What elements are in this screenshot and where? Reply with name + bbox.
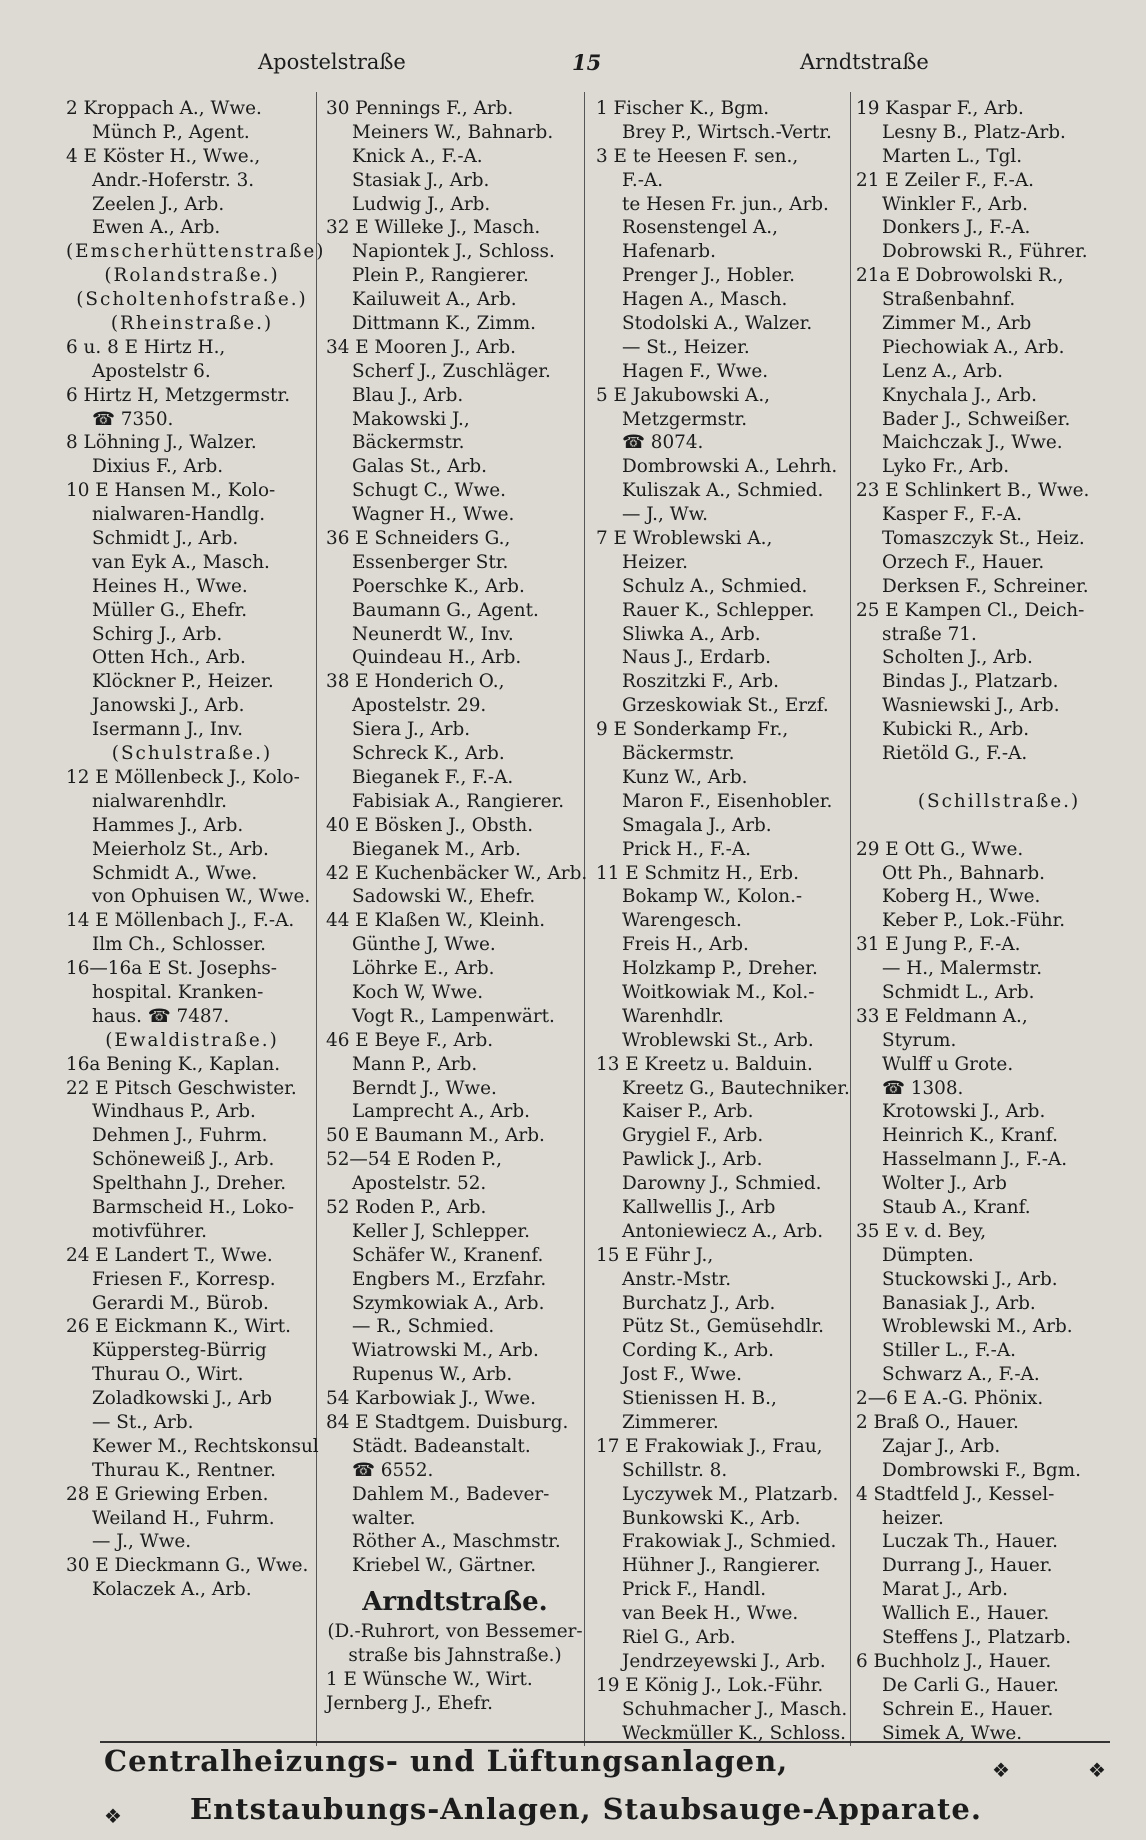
directory-entry: 2—6 E A.-G. Phönix.: [856, 1388, 1044, 1410]
directory-entry: Jendrzeyewski J., Arb.: [622, 1650, 826, 1672]
directory-entry: [856, 766, 1142, 790]
directory-entry: 4 E Köster H., Wwe.,: [66, 145, 261, 167]
directory-entry: Lesny B., Platz-Arb.: [882, 121, 1066, 143]
directory-entry: Dehmen J., Fuhrm.: [92, 1125, 268, 1147]
directory-entry: Woitkowiak M., Kol.-: [622, 981, 815, 1003]
directory-entry: Metzgermstr.: [622, 408, 748, 430]
column-divider: [850, 92, 851, 1746]
directory-entry: (Scholtenhofstraße.): [76, 289, 308, 311]
directory-entry: Schugt C., Wwe.: [352, 480, 506, 502]
directory-entry: Roszitzki F., Arb.: [622, 671, 780, 693]
directory-entry: Vogt R., Lampenwärt.: [352, 1005, 555, 1027]
directory-entry: Müller G., Ehefr.: [92, 599, 248, 621]
directory-entry: Tomaszczyk St., Heiz.: [882, 528, 1085, 550]
directory-entry: Bunkowski K., Arb.: [622, 1507, 801, 1529]
directory-entry: Styrum.: [882, 1029, 957, 1051]
directory-entry: 52 Roden P., Arb.: [326, 1196, 487, 1218]
directory-entry: Kasper F., F.-A.: [882, 504, 1022, 526]
directory-entry: nialwarenhdlr.: [92, 790, 227, 812]
directory-entry: Napiontek J., Schloss.: [352, 241, 555, 263]
directory-entry: 1 Fischer K., Bgm.: [596, 98, 770, 119]
directory-entry: 25 E Kampen Cl., Deich-: [856, 599, 1085, 621]
directory-entry: 28 E Griewing Erben.: [66, 1483, 269, 1505]
directory-entry: van Beek H., Wwe.: [622, 1603, 799, 1625]
directory-entry: [856, 814, 1142, 838]
directory-entry: Schöneweiß J., Arb.: [92, 1149, 275, 1171]
diamond-ornament-icon: ❖: [1088, 1758, 1106, 1782]
section-heading-arndtstrasse: Arndtstraße.: [362, 1587, 548, 1618]
directory-entry: Maichczak J., Wwe.: [882, 432, 1063, 454]
directory-entry: Weckmüller K., Schloss.: [622, 1722, 846, 1744]
directory-entry: von Ophuisen W., Wwe.: [92, 886, 311, 908]
directory-entry: Schmidt A., Wwe.: [92, 862, 258, 884]
directory-entry: van Eyk A., Masch.: [92, 551, 270, 573]
directory-entry: 35 E v. d. Bey,: [856, 1220, 987, 1242]
directory-entry: Scherf J., Zuschläger.: [352, 360, 551, 382]
directory-entry: hospital. Kranken-: [92, 981, 264, 1003]
directory-entry: Jost F., Wwe.: [622, 1364, 742, 1386]
directory-entry: Küppersteg-Bürrig: [92, 1340, 267, 1362]
directory-entry: 13 E Kreetz u. Balduin.: [596, 1053, 813, 1075]
directory-entry: Münch P., Agent.: [92, 121, 250, 143]
directory-entry: Bokamp W., Kolon.-: [622, 886, 803, 908]
directory-entry: Naus J., Erdarb.: [622, 647, 772, 669]
directory-entry: Prick H., F.-A.: [622, 838, 751, 860]
directory-entry: Heines H., Wwe.: [92, 575, 248, 597]
directory-entry: ☎ 8074.: [622, 432, 704, 454]
directory-entry: Bieganek M., Arb.: [352, 838, 521, 860]
directory-entry: Schillstr. 8.: [622, 1459, 728, 1481]
directory-entry: 12 E Möllenbeck J., Kolo-: [66, 766, 300, 788]
directory-entry: Bindas J., Platzarb.: [882, 671, 1059, 693]
directory-entry: Kubicki R., Arb.: [882, 719, 1030, 741]
directory-entry: Stiller L., F.-A.: [882, 1340, 1016, 1362]
directory-entry: 2 Kroppach A., Wwe.: [66, 98, 262, 119]
directory-entry: Hafenarb.: [622, 241, 716, 263]
directory-entry: Warenhdlr.: [622, 1005, 724, 1027]
directory-entry: Städt. Badeanstalt.: [352, 1435, 531, 1457]
directory-entry: Knick A., F.-A.: [352, 145, 483, 167]
directory-entry: 15 E Führ J.,: [596, 1244, 714, 1266]
directory-entry: 6 Hirtz H, Metzgermstr.: [66, 384, 291, 406]
directory-entry: Maron F., Eisenhobler.: [622, 790, 833, 812]
directory-entry: 22 E Pitsch Geschwister.: [66, 1077, 297, 1099]
directory-entry: Zimmerer.: [622, 1411, 719, 1433]
directory-column-2: [326, 97, 588, 1716]
directory-entry: Kunz W., Arb.: [622, 766, 748, 788]
directory-entry: Schrein E., Hauer.: [882, 1698, 1054, 1720]
directory-entry: Lenz A., Arb.: [882, 360, 1003, 382]
directory-entry: Makowski J.,: [352, 408, 470, 430]
directory-column-4: [856, 97, 1142, 1745]
directory-entry: Plein P., Rangierer.: [352, 265, 529, 287]
directory-entry: Engbers M., Erzfahr.: [352, 1268, 547, 1290]
directory-entry: Steffens J., Platzarb.: [882, 1627, 1072, 1648]
directory-entry: — J., Ww.: [622, 504, 709, 526]
directory-entry: Piechowiak A., Arb.: [882, 336, 1065, 358]
directory-entry: (Rheinstraße.): [110, 313, 274, 335]
directory-entry: Ludwig J., Arb.: [352, 193, 491, 215]
directory-entry: 26 E Eickmann K., Wirt.: [66, 1316, 291, 1338]
directory-entry: 24 E Landert T., Wwe.: [66, 1244, 273, 1266]
directory-entry: Smagala J., Arb.: [622, 814, 772, 836]
directory-column-3: [596, 97, 850, 1745]
directory-entry: Dahlem M., Badever-: [352, 1483, 550, 1505]
directory-entry: Marten L., Tgl.: [882, 145, 1023, 167]
directory-entry: 31 E Jung P., F.-A.: [856, 934, 1021, 956]
directory-entry: Wallich E., Hauer.: [882, 1603, 1050, 1625]
directory-entry: Hühner J., Rangierer.: [622, 1555, 821, 1577]
directory-entry: 38 E Honderich O.,: [326, 671, 505, 693]
directory-entry: Winkler F., Arb.: [882, 193, 1028, 215]
directory-entry: Warengesch.: [622, 910, 742, 932]
directory-entry: 46 E Beye F., Arb.: [326, 1029, 494, 1051]
directory-entry: 4 Stadtfeld J., Kessel-: [856, 1483, 1055, 1505]
directory-entry: Pütz St., Gemüsehdlr.: [622, 1316, 824, 1338]
directory-entry: Wulff u Grote.: [882, 1053, 1014, 1075]
page-number: 15: [572, 50, 602, 75]
directory-entry: (Schulstraße.): [111, 743, 273, 765]
directory-entry: Bieganek F., F.-A.: [352, 766, 514, 788]
directory-entry: Jernberg J., Ehefr.: [326, 1692, 494, 1714]
section-note: (D.-Ruhrort, von Bessemer-: [327, 1621, 583, 1643]
directory-entry: Prenger J., Hobler.: [622, 265, 795, 287]
directory-entry: Röther A., Maschmstr.: [352, 1531, 561, 1553]
directory-entry: Klöckner P., Heizer.: [92, 671, 274, 693]
directory-entry: Scholten J., Arb.: [882, 647, 1033, 669]
directory-entry: Dombrowski F., Bgm.: [882, 1459, 1081, 1481]
directory-entry: Grygiel F., Arb.: [622, 1125, 764, 1147]
directory-entry: Zajar J., Arb.: [882, 1435, 1001, 1457]
directory-entry: Simek A, Wwe.: [882, 1722, 1023, 1744]
directory-entry: Anstr.-Mstr.: [622, 1268, 732, 1290]
directory-entry: Schwarz A., F.-A.: [882, 1364, 1040, 1386]
directory-entry: Janowski J., Arb.: [92, 695, 245, 717]
directory-entry: Meierholz St., Arb.: [92, 838, 269, 860]
directory-entry: 2 Braß O., Hauer.: [856, 1411, 1019, 1433]
directory-entry: Löhrke E., Arb.: [352, 958, 495, 980]
directory-entry: Apostelstr 6.: [92, 360, 211, 382]
directory-entry: Weiland H., Fuhrm.: [92, 1507, 275, 1529]
directory-entry: Friesen F., Korresp.: [92, 1268, 276, 1290]
directory-entry: 32 E Willeke J., Masch.: [326, 217, 541, 239]
directory-entry: 44 E Klaßen W., Kleinh.: [326, 910, 546, 932]
directory-entry: Staub A., Kranf.: [882, 1196, 1031, 1218]
directory-entry: Meiners W., Bahnarb.: [352, 121, 554, 143]
directory-entry: 54 Karbowiak J., Wwe.: [326, 1388, 537, 1410]
directory-entry: Durrang J., Hauer.: [882, 1555, 1053, 1577]
directory-entry: Bäckermstr.: [622, 743, 735, 765]
directory-entry: 6 Buchholz J., Hauer.: [856, 1650, 1052, 1672]
directory-entry: Mann P., Arb.: [352, 1053, 478, 1075]
diamond-ornament-icon: ❖: [104, 1804, 122, 1828]
directory-entry: Donkers J., F.-A.: [882, 217, 1031, 239]
header-right-street: Arndtstraße: [800, 50, 929, 74]
directory-entry: 14 E Möllenbach J., F.-A.: [66, 910, 295, 932]
directory-entry: Szymkowiak A., Arb.: [352, 1292, 545, 1314]
directory-entry: Kaiser P., Arb.: [622, 1101, 754, 1123]
directory-entry: Kolaczek A., Arb.: [92, 1579, 252, 1601]
directory-entry: Berndt J., Wwe.: [352, 1077, 497, 1099]
directory-entry: Thurau K., Rentner.: [92, 1459, 276, 1481]
directory-entry: Lamprecht A., Arb.: [352, 1101, 530, 1123]
directory-entry: Lyko Fr., Arb.: [882, 456, 1010, 478]
directory-entry: Zoladkowski J., Arb: [92, 1388, 273, 1410]
directory-entry: Wroblewski M., Arb.: [882, 1316, 1073, 1338]
directory-entry: Fabisiak A., Rangierer.: [352, 790, 565, 812]
directory-entry: 3 E te Heesen F. sen.,: [596, 145, 799, 167]
directory-entry: Hammes J., Arb.: [92, 814, 244, 836]
directory-entry: Cording K., Arb.: [622, 1340, 775, 1362]
directory-entry: Koch W, Wwe.: [352, 981, 484, 1003]
directory-entry: Derksen F., Schreiner.: [882, 575, 1089, 597]
directory-entry: 36 E Schneiders G.,: [326, 528, 511, 550]
directory-entry: Rauer K., Schlepper.: [622, 599, 815, 621]
directory-entry: 16a Bening K., Kaplan.: [66, 1053, 281, 1075]
directory-entry: te Hesen Fr. jun., Arb.: [622, 193, 829, 215]
directory-entry: — St., Heizer.: [622, 336, 750, 358]
directory-entry: 42 E Kuchenbäcker W., Arb.: [326, 862, 588, 884]
directory-entry: Kewer M., Rechtskonsul: [92, 1435, 319, 1457]
directory-entry: Wagner H., Wwe.: [352, 504, 515, 526]
directory-entry: Kreetz G., Bautechniker.: [622, 1077, 850, 1099]
directory-entry: Rupenus W., Arb.: [352, 1364, 513, 1386]
directory-entry: nialwaren-Handlg.: [92, 504, 266, 526]
directory-entry: Schmidt J., Arb.: [92, 528, 239, 550]
directory-entry: Bäckermstr.: [352, 432, 465, 454]
directory-entry: Burchatz J., Arb.: [622, 1292, 776, 1314]
directory-entry: Zimmer M., Arb: [882, 313, 1032, 335]
directory-entry: Marat J., Arb.: [882, 1579, 1008, 1601]
directory-entry: Schreck K., Arb.: [352, 743, 505, 765]
directory-entry: Otten Hch., Arb.: [92, 647, 246, 669]
directory-column-1: [66, 97, 326, 1602]
ad-rule-top: [100, 1741, 1110, 1743]
directory-entry: Keber P., Lok.-Führ.: [882, 910, 1066, 932]
directory-entry: Blau J., Arb.: [352, 384, 464, 406]
directory-entry: (Rolandstraße.): [104, 265, 280, 287]
directory-entry: straße 71.: [882, 623, 977, 645]
directory-entry: Schuhmacher J., Masch.: [622, 1698, 848, 1720]
directory-entry: 40 E Bösken J., Obsth.: [326, 814, 534, 836]
section-note: straße bis Jahnstraße.): [348, 1645, 562, 1667]
directory-entry: (Emscherhüttenstraße): [66, 241, 326, 263]
directory-entry: 84 E Stadtgem. Duisburg.: [326, 1411, 569, 1433]
directory-entry: Rosenstengel A.,: [622, 217, 778, 239]
directory-entry: 33 E Feldmann A.,: [856, 1005, 1028, 1027]
directory-entry: Riel G., Arb.: [622, 1627, 736, 1648]
directory-entry: ☎ 7350.: [92, 408, 174, 430]
directory-entry: Ilm Ch., Schlosser.: [92, 934, 266, 956]
directory-entry: Quindeau H., Arb.: [352, 647, 522, 669]
directory-entry: Baumann G., Agent.: [352, 599, 539, 621]
directory-entry: — R., Schmied.: [352, 1316, 495, 1338]
directory-entry: Bader J., Schweißer.: [882, 408, 1071, 430]
directory-entry: Pawlick J., Arb.: [622, 1149, 763, 1171]
directory-entry: Keller J, Schlepper.: [352, 1220, 530, 1242]
directory-entry: motivführer.: [92, 1220, 207, 1242]
directory-entry: Hasselmann J., F.-A.: [882, 1149, 1068, 1171]
directory-entry: Hagen F., Wwe.: [622, 360, 769, 382]
directory-entry: Sadowski W., Ehefr.: [352, 886, 536, 908]
directory-entry: Wasniewski J., Arb.: [882, 695, 1060, 717]
directory-entry: (Ewaldistraße.): [105, 1029, 279, 1051]
directory-entry: Galas St., Arb.: [352, 456, 488, 478]
directory-entry: 23 E Schlinkert B., Wwe.: [856, 480, 1090, 502]
directory-entry: Gerardi M., Bürob.: [92, 1292, 269, 1314]
directory-entry: Neunerdt W., Inv.: [352, 623, 514, 645]
directory-entry: F.-A.: [622, 169, 664, 191]
directory-entry: Barmscheid H., Loko-: [92, 1196, 294, 1218]
directory-entry: Dixius F., Arb.: [92, 456, 224, 478]
directory-entry: Thurau O., Wirt.: [92, 1364, 244, 1386]
column-divider: [584, 92, 585, 1746]
directory-entry: Sliwka A., Arb.: [622, 623, 761, 645]
directory-entry: Kallwellis J., Arb: [622, 1196, 776, 1218]
directory-entry: Prick F., Handl.: [622, 1579, 767, 1601]
directory-entry: Schmidt L., Arb.: [882, 981, 1035, 1003]
directory-entry: Schulz A., Schmied.: [622, 575, 808, 597]
directory-entry: Siera J., Arb.: [352, 719, 471, 741]
directory-entry: haus. ☎ 7487.: [92, 1005, 230, 1027]
directory-entry: 52—54 E Roden P.,: [326, 1149, 502, 1171]
directory-entry: Stienissen H. B.,: [622, 1388, 777, 1410]
directory-entry: 19 Kaspar F., Arb.: [856, 98, 1024, 119]
directory-entry: Krotowski J., Arb.: [882, 1101, 1046, 1123]
directory-entry: (Schillstraße.): [917, 790, 1081, 812]
directory-entry: Wiatrowski M., Arb.: [352, 1340, 539, 1362]
directory-entry: 17 E Frakowiak J., Frau,: [596, 1435, 823, 1457]
directory-entry: Ewen A., Arb.: [92, 217, 221, 239]
directory-entry: 19 E König J., Lok.-Führ.: [596, 1674, 824, 1696]
directory-entry: Dittmann K., Zimm.: [352, 313, 537, 335]
directory-entry: Heizer.: [622, 551, 688, 573]
directory-entry: Schirg J., Arb.: [92, 623, 223, 645]
advertisement-line-2: Entstaubungs-Anlagen, Staubsauge-Apparate.: [190, 1792, 982, 1826]
directory-entry: Schäfer W., Kranenf.: [352, 1244, 544, 1266]
directory-entry: Luczak Th., Hauer.: [882, 1531, 1058, 1553]
directory-entry: heizer.: [882, 1507, 944, 1529]
directory-entry: Kriebel W., Gärtner.: [352, 1555, 537, 1577]
directory-entry: Apostelstr. 52.: [352, 1173, 487, 1195]
directory-entry: Holzkamp P., Dreher.: [622, 958, 818, 980]
directory-entry: Stodolski A., Walzer.: [622, 313, 813, 335]
directory-entry: 34 E Mooren J., Arb.: [326, 336, 517, 358]
directory-entry: ☎ 6552.: [352, 1459, 434, 1481]
directory-entry: Wolter J., Arb: [882, 1173, 1007, 1195]
directory-entry: — St., Arb.: [92, 1411, 194, 1433]
directory-entry: 16—16a E St. Josephs-: [66, 958, 277, 980]
directory-entry: Zeelen J., Arb.: [92, 193, 225, 215]
directory-entry: Windhaus P., Arb.: [92, 1101, 256, 1123]
directory-entry: 9 E Sonderkamp Fr.,: [596, 719, 789, 741]
directory-entry: Günthe J, Wwe.: [352, 934, 496, 956]
directory-entry: 11 E Schmitz H., Erb.: [596, 862, 799, 884]
directory-entry: Spelthahn J., Dreher.: [92, 1173, 287, 1195]
directory-entry: Essenberger Str.: [352, 551, 509, 573]
directory-entry: Grzeskowiak St., Erzf.: [622, 695, 829, 717]
directory-entry: ☎ 1308.: [882, 1077, 964, 1099]
directory-entry: Brey P., Wirtsch.-Vertr.: [622, 121, 832, 143]
directory-entry: Lyczywek M., Platzarb.: [622, 1483, 839, 1505]
directory-entry: Ott Ph., Bahnarb.: [882, 862, 1046, 884]
directory-entry: 50 E Baumann M., Arb.: [326, 1125, 545, 1147]
directory-entry: 8 Löhning J., Walzer.: [66, 432, 257, 454]
directory-entry: Kailuweit A., Arb.: [352, 289, 517, 311]
directory-entry: 30 E Dieckmann G., Wwe.: [66, 1555, 309, 1577]
directory-entry: 1 E Wünsche W., Wirt.: [326, 1669, 533, 1690]
directory-entry: Stasiak J., Arb.: [352, 169, 490, 191]
directory-entry: — J., Wwe.: [92, 1531, 192, 1553]
directory-entry: 10 E Hansen M., Kolo-: [66, 480, 276, 502]
directory-entry: Darowny J., Schmied.: [622, 1173, 822, 1195]
directory-entry: 21 E Zeiler F., F.-A.: [856, 169, 1034, 191]
directory-entry: Apostelstr. 29.: [352, 695, 487, 717]
directory-entry: Frakowiak J., Schmied.: [622, 1531, 837, 1553]
directory-entry: De Carli G., Hauer.: [882, 1674, 1059, 1696]
header-left-street: Apostelstraße: [258, 50, 406, 74]
directory-entry: 6 u. 8 E Hirtz H.,: [66, 336, 226, 358]
directory-entry: Antoniewiecz A., Arb.: [622, 1220, 824, 1242]
directory-entry: Banasiak J., Arb.: [882, 1292, 1036, 1314]
directory-entry: 21a E Dobrowolski R.,: [856, 265, 1064, 287]
directory-entry: Freis H., Arb.: [622, 934, 749, 956]
directory-entry: 5 E Jakubowski A.,: [596, 384, 771, 406]
diamond-ornament-icon: ❖: [992, 1758, 1010, 1782]
directory-entry: Dobrowski R., Führer.: [882, 241, 1088, 263]
directory-entry: 30 Pennings F., Arb.: [326, 98, 514, 119]
directory-entry: Knychala J., Arb.: [882, 384, 1037, 406]
directory-entry: Dümpten.: [882, 1244, 974, 1266]
directory-entry: Koberg H., Wwe.: [882, 886, 1041, 908]
directory-entry: Straßenbahnf.: [882, 289, 1016, 311]
directory-entry: Kuliszak A., Schmied.: [622, 480, 824, 502]
advertisement-line-1: Centralheizungs- und Lüftungsanlagen,: [104, 1744, 789, 1778]
directory-entry: 29 E Ott G., Wwe.: [856, 838, 1024, 860]
directory-entry: Rietöld G., F.-A.: [882, 743, 1028, 765]
directory-entry: Stuckowski J., Arb.: [882, 1268, 1058, 1290]
directory-entry: Heinrich K., Kranf.: [882, 1125, 1058, 1147]
directory-entry: Orzech F., Hauer.: [882, 551, 1045, 573]
directory-entry: Andr.-Hoferstr. 3.: [92, 169, 255, 191]
directory-entry: Poerschke K., Arb.: [352, 575, 525, 597]
directory-entry: — H., Malermstr.: [882, 958, 1043, 980]
directory-entry: walter.: [352, 1507, 416, 1529]
directory-entry: Hagen A., Masch.: [622, 289, 788, 311]
directory-entry: Isermann J., Inv.: [92, 719, 243, 741]
directory-entry: 7 E Wroblewski A.,: [596, 528, 773, 550]
directory-entry: Dombrowski A., Lehrh.: [622, 456, 838, 478]
directory-entry: Wroblewski St., Arb.: [622, 1029, 814, 1051]
